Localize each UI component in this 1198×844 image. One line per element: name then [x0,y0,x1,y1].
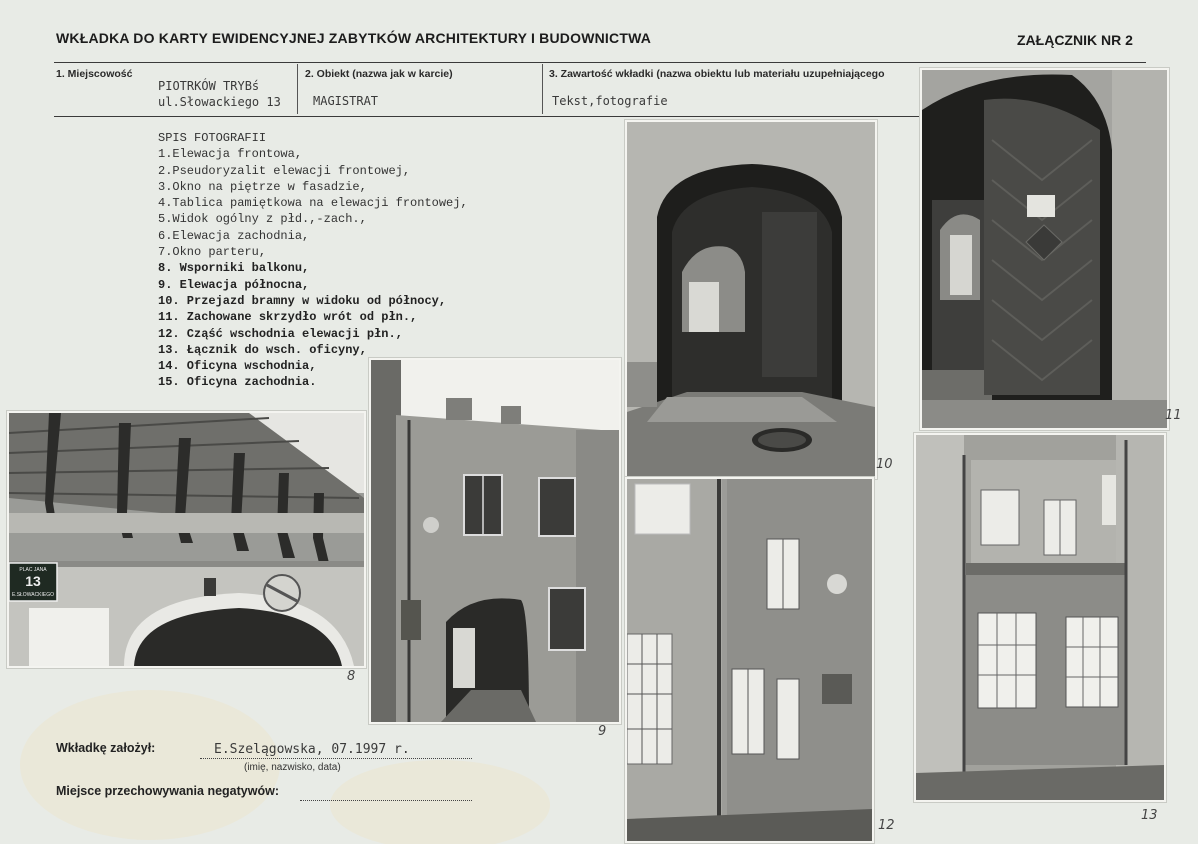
list-item: 10. Przejazd bramny w widoku od północy, [158,293,447,308]
author-hint: (imię, nazwisko, data) [244,762,341,773]
storage-dotted-line [300,800,472,801]
card-title: WKŁADKA DO KARTY EWIDENCYJNEJ ZABYTKÓW ARCHITEKTURY I BUDOWNICTWA [56,30,652,46]
list-item: 9. Elewacja północna, [158,277,310,292]
author-value: E.Szelągowska, 07.1997 r. [214,742,410,757]
content-value: Tekst,fotografie [552,94,668,108]
photo-connector-east-annex [914,433,1166,802]
list-item: 13. Łącznik do wsch. oficyny, [158,342,367,357]
field-rule [54,116,920,117]
list-item: 14. Oficyna wschodnia, [158,359,317,374]
author-label: Wkładkę założył: [56,741,156,755]
photo-list-heading: SPIS FOTOGRAFII [158,131,267,145]
street-sign-line-2: E.SŁOWACKIEGO [11,592,55,598]
photo-number: 10 [876,457,893,472]
annex-number: ZAŁĄCZNIK NR 2 [1017,32,1133,48]
photo-number: 8 [347,669,356,684]
photo-gateway-passage [625,120,877,479]
list-item: 11. Zachowane skrzydło wrót od płn., [158,310,418,325]
list-item: 7.Okno parteru, [158,245,267,260]
paper-stain [20,690,280,840]
list-item: 3.Okno na piętrze w fasadzie, [158,179,367,194]
street-sign-line-1: PLAC JANA [19,567,47,573]
place-label: 1. Miejscowość [56,68,133,80]
photo-north-elevation [369,358,621,724]
photo-east-north-elevation [625,477,874,843]
list-item: 1.Elewacja frontowa, [158,147,303,162]
list-item: 6.Elewacja zachodnia, [158,228,310,243]
field-divider [297,64,298,114]
street-sign-number: 13 [25,573,41,589]
list-item: 15. Oficyna zachodnia. [158,375,317,390]
author-dotted-line [200,758,472,759]
photo-number: 13 [1141,808,1158,823]
list-item: 5.Widok ogólny z płd.,-zach., [158,212,367,227]
list-item: 8. Wsporniki balkonu, [158,261,310,276]
field-divider [542,64,543,114]
list-item: 12. Cząść wschodnia elewacji płn., [158,326,403,341]
place-value-street: ul.Słowackiego 13 [158,95,281,109]
place-value-town: PIOTRKÓW TRYBś [158,79,260,93]
object-label: 2. Obiekt (nazwa jak w karcie) [305,68,453,80]
storage-label: Miejsce przechowywania negatywów: [56,784,279,798]
photo-number: 9 [598,724,607,739]
header-rule [54,62,1146,63]
list-item: 2.Pseudoryzalit elewacji frontowej, [158,163,411,178]
list-item: 4.Tablica pamiętkowa na elewacji frontowej, [158,196,468,211]
content-label: 3. Zawartość wkładki (nazwa obiektu lub materiału uzupełniającego [549,68,885,80]
object-value: MAGISTRAT [313,94,379,108]
photo-number: 12 [878,818,895,833]
paper-stain [330,760,550,844]
photo-number: 11 [1165,408,1182,423]
photo-balcony-brackets [7,411,366,668]
photo-list [158,130,468,391]
photo-gate-wing [920,68,1169,430]
